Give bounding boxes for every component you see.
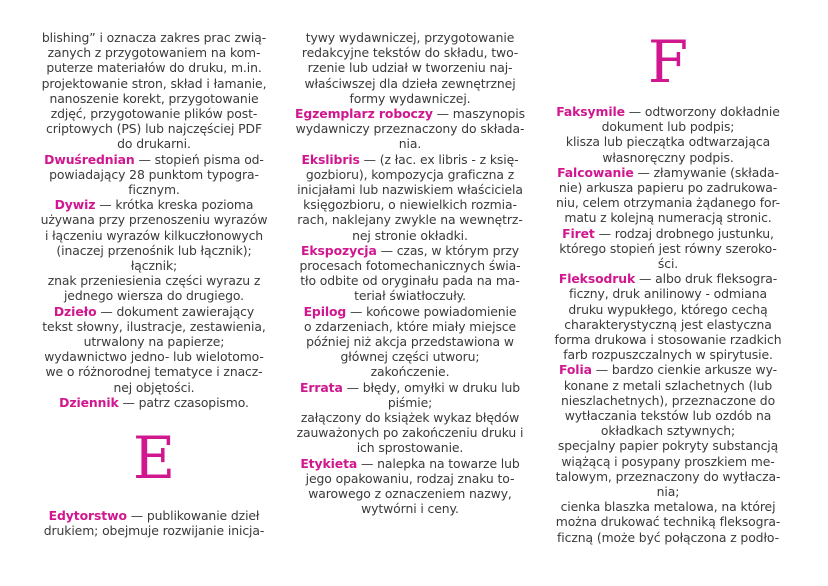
text-line: redakcyjne tekstów do składu, two- [301,45,519,61]
definition-text: specjalny papier pokryty substancją [557,438,779,454]
definition-text: księgozbioru, o niewielkich rozmia- [303,197,517,213]
definition-text: używana przy przenoszeniu wyrazów [40,212,268,228]
section-letter-e: E [132,424,176,493]
text-line: blishing” i oznacza zakres prac zwią- [41,30,267,45]
intro-continuation [290,30,530,106]
definition-text: druku wypukłego, którego cechą [568,301,768,317]
definition-text: zauważonych po zakończeniu druku i [296,425,524,441]
definition-text: ficznym. [128,182,180,198]
definition-text: ficzny, druk anilinowy - odmiana [569,286,767,302]
definition-text: teriał światłoczuły. [354,288,466,304]
definition-text: (inaczej przenośnik lub łącznik); [56,242,252,258]
definition-text: — albo druk fleksogra- [635,271,778,287]
definition-text: klisza lub pieczątka odtwarzająca [565,134,771,150]
definition-text: nieszlachetnych), przeznaczone do [560,392,776,408]
definition-text: konane z metali szlachetnych (lub [563,377,773,393]
definition-text: — maszynopis [432,106,525,122]
column-2 [290,30,530,517]
definition-text: wytłaczania tekstów lub ozdób na [564,408,772,424]
definition-text: nej stronie okładki. [352,227,468,243]
term: Firet [562,225,595,241]
definition-text: własnoręczny podpis. [602,149,734,165]
definition-text: nej objętości. [113,379,195,395]
text-line: criptowych (PS) lub najczęściej PDF [46,121,262,137]
definition-text: — (z łac. ex libris - z księ- [359,151,519,167]
glossary-entry-ekspozycja [290,243,530,304]
definition-text: łącznik; [130,258,178,274]
definition-text: — czas, w którym przy [376,242,519,258]
definition-text: później niż akcja przedstawiona w [306,334,514,350]
term: Dwuśrednian [44,151,135,167]
definition-text: — dokument zawierający [96,303,255,319]
definition-text: — publikowanie dzieł [126,508,260,524]
term: Dywiz [54,197,96,213]
glossary-entry-errata [290,380,530,456]
column-3 [548,104,788,545]
term: Etykieta [300,455,358,471]
glossary-entry-edytorstwo [34,508,274,538]
glossary-entry-dzielo [34,304,274,395]
term: Ekslibris [301,151,360,167]
glossary-entry-fleksodruk [548,271,788,362]
definition-text: wytwórni i ceny. [361,501,459,517]
definition-text: którego stopień jest równy szeroko- [559,240,777,256]
definition-text: wiążącą i posypany proszkiem me- [561,453,775,469]
text-line: zdjęć, przygotowanie plików post- [50,106,258,122]
definition-text: forma drukowa i stosowanie rzadkich [554,332,782,348]
glossary-entry-folia [548,362,788,544]
definition-text: znak przeniesienia części wyrazu z [47,273,261,289]
definition-text: o zdarzeniach, które miały miejsce [303,318,517,334]
definition-text: — nalepka na towarze lub [357,455,520,471]
definition-text: nie) arkusza papieru po zadrukowa- [558,180,778,196]
text-line: właściwszej dla dzieła zewnętrznej [304,75,516,91]
text-line: puterze materiałów do druku, m.in. [46,60,262,76]
definition-text: okładkach sztywnych; [600,423,736,439]
definition-text: niu, celem otrzymania żądanego for- [555,195,781,211]
text-line: rzenie lub udział w tworzeniu naj- [307,60,513,76]
term: Egzemplarz roboczy [295,106,433,122]
definition-text: dokument lub podpis; [601,119,735,135]
term: Epilog [303,303,347,319]
glossary-entry-dwusrednian [34,152,274,198]
definition-text: gozbioru), kompozycja graficzna z [305,166,515,182]
definition-text: ich sprostowanie. [356,440,464,456]
text-line: do drukarni. [117,136,191,152]
text-line: formy wydawniczej. [349,90,471,106]
definition-text: — bardzo cienkie arkusze wy- [591,362,777,378]
definition-text: we o różnorodnej tematyce i znacz- [45,364,263,380]
definition-text: farb rozpuszczalnych w spirytusie. [563,347,773,363]
glossary-entry-falcowanie [548,165,788,226]
glossary-entry-dywiz [34,197,274,303]
definition-text: wydawniczy przeznaczony do składa- [295,121,525,137]
definition-text: drukiem; obejmuje rozwijanie inicja- [43,523,265,539]
definition-text: głównej części utworu; [340,349,480,365]
text-line: nanoszenie korekt, przygotowanie [49,90,259,106]
definition-text: — złamywanie (składa- [633,164,779,180]
definition-text: — patrz czasopismo. [118,394,249,410]
definition-text: cienka blaszka metalowa, na której [560,499,776,515]
text-line: zanych z przygotowaniem na kom- [47,45,261,61]
definition-text: nia. [398,136,422,152]
definition-text: jednego wiersza do drugiego. [63,288,245,304]
definition-text: ści. [657,256,679,272]
section-letter-f: F [647,28,689,96]
definition-text: procesach fotomechanicznych świa- [299,258,521,274]
definition-text: jego opakowaniu, rodzaj znaku to- [305,470,515,486]
definition-text: — stopień pisma od- [134,151,264,167]
glossary-entry-faksymile [548,104,788,165]
glossary-entry-egzemplarz-roboczy [290,106,530,152]
definition-text: rach, naklejany zwykle na wewnętrz- [297,212,523,228]
definition-text: utrwalony na papierze; [83,334,225,350]
term: Dzieło [53,303,97,319]
definition-text: — rodzaj drobnego justunku, [594,225,774,241]
glossary-entry-firet [548,226,788,272]
glossary-entry-epilog [290,304,530,380]
term: Ekspozycja [301,242,377,258]
definition-text: inicjałami lub nazwiskiem właściciela [297,182,523,198]
term: Fleksodruk [558,271,636,287]
text-line: tywy wydawniczej, przygotowanie [305,30,515,45]
term: Errata [300,379,343,395]
definition-text: zakończenie. [370,364,450,380]
definition-text: charakterystyczną jest elastyczna [564,316,772,332]
text-line: projektowanie stron, skład i łamanie, [41,75,267,91]
definition-text: tło odbite od oryginału pada na ma- [300,273,520,289]
definition-text: — błędy, omyłki w druku lub [342,379,520,395]
glossary-entry-dziennik [34,395,274,410]
term: Dziennik [59,394,119,410]
intro-continuation [34,30,274,152]
term: Falcowanie [557,164,634,180]
glossary-entry-etykieta [290,456,530,517]
definition-text: — krótka kreska pozioma [95,197,254,213]
definition-text: tekst słowny, ilustracje, zestawienia, [42,318,266,334]
term: Folia [559,362,592,378]
definition-text: warowego z oznaczeniem nazwy, [308,486,512,502]
definition-text: nia; [656,484,680,500]
definition-text: załączony do książek wykaz błędów [300,410,520,426]
definition-text: piśmie; [387,394,433,410]
definition-text: powiadający 28 punktom typogra- [49,166,259,182]
term: Edytorstwo [48,508,127,524]
definition-text: i łączeniu wyrazów kilkuczłonowych [44,227,264,243]
definition-text: matu z kolejną numeracją stronic. [564,210,772,226]
definition-text: ficzną (może być połączona z podło- [557,529,779,545]
column-1 [34,30,274,538]
definition-text: — odtworzony dokładnie [624,104,780,119]
definition-text: można drukować techniką fleksogra- [555,514,781,530]
glossary-entry-ekslibris [290,152,530,243]
definition-text: talowym, przeznaczony do wytłacza- [555,468,781,484]
definition-text: wydawnictwo jedno- lub wielotomo- [44,349,264,365]
definition-text: — końcowe powiadomienie [346,303,517,319]
term: Faksymile [556,104,625,119]
